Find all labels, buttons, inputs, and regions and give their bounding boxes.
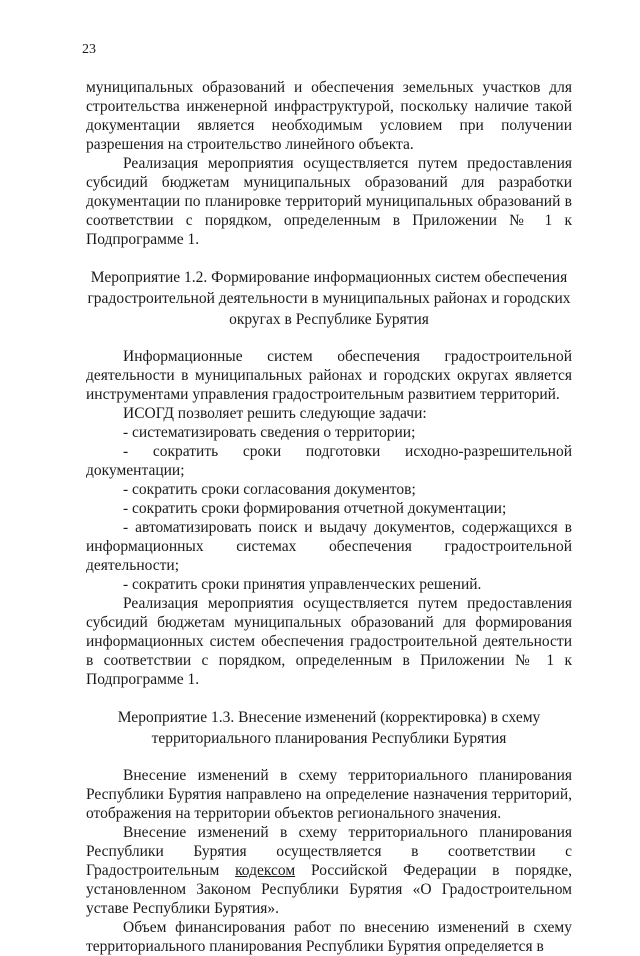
list-item: - сократить сроки формирования отчетной документации;: [123, 500, 507, 517]
paragraph: [86, 823, 572, 918]
paragraph: ИСОГД позволяет решить следующие задачи:: [123, 405, 427, 422]
paragraph: Информационные систем обеспечения градостроительной деятельности в муниципальных районах и городских округах является инструментами управления градостроительным развитием территорий.: [86, 348, 572, 403]
list-item: - автоматизировать поиск и выдачу документов, содержащихся в информационных системах обеспечения градостроительной деятельности;: [86, 519, 572, 574]
list-item: - сократить сроки принятия управленческих решений.: [123, 576, 482, 593]
kodeks-link[interactable]: кодексом: [235, 862, 296, 879]
list-item: - сократить сроки согласования документов;: [123, 481, 416, 498]
paragraph: Реализация мероприятия осуществляется путем предоставления субсидий бюджетам муниципальных образований для формирования информационных систем обеспечения градостроительной деятельности в соответствии с порядком, определенным в Приложении № 1 к Подпрограмме 1.: [86, 595, 572, 688]
paragraph: Объем финансирования работ по внесению изменений в схему территориального планирования Республики Бурятия определяется в: [86, 919, 572, 955]
paragraph-text: Внесение изменений в схему территориального планирования Республики Бурятия осуществляется в соответствии с Градостроительным: [86, 824, 572, 879]
section-heading-1-3: Мероприятие 1.3. Внесение изменений (корректировка) в схему территориального планирования Республики Бурятия: [117, 709, 541, 747]
section-heading-1-2: Мероприятие 1.2. Формирование информационных систем обеспечения градостроительной деятельности в муниципальных районах и городских округах в Республике Бурятия: [87, 269, 571, 328]
list-item: - систематизировать сведения о территории;: [123, 424, 416, 441]
paragraph: Внесение изменений в схему территориального планирования Республики Бурятия направлено на определение назначения территорий, отображения на территории объектов регионального значения.: [86, 767, 572, 822]
paragraph: муниципальных образований и обеспечения земельных участков для строительства инженерной инфраструктурой, поскольку наличие такой документации является необходимым условием при получении разрешения на строительство линейного объекта.: [86, 79, 572, 153]
document-body: [86, 78, 572, 956]
list-item: - сократить сроки подготовки исходно-разрешительной документации;: [86, 443, 572, 479]
paragraph-text: Российской Федерации в порядке, установленном Законом Республики Бурятия «О Градостроительном уставе Республики Бурятия».: [86, 862, 573, 917]
paragraph: Реализация мероприятия осуществляется путем предоставления субсидий бюджетам муниципальных образований для разработки документации по планировке территорий муниципальных образований в соответствии с порядком, определенным в Приложении № 1 к Подпрограмме 1.: [86, 155, 572, 248]
page-number: 23: [82, 42, 96, 57]
